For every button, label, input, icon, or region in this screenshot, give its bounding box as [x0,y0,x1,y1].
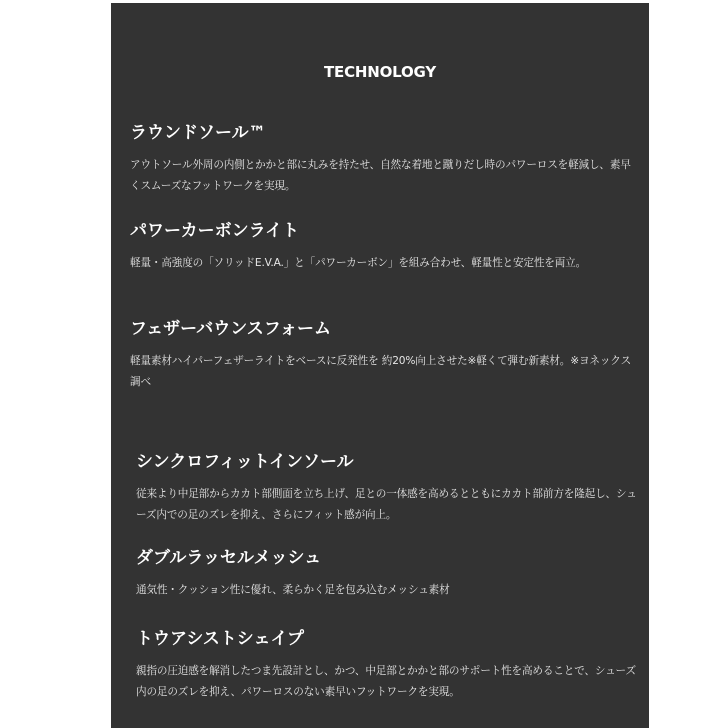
feature-description: 軽量素材ハイパーフェザーライトをベースに反発性を 約20%向上させた※軽くて弾む新素材。※ヨネックス調べ [130,355,632,388]
technology-panel [111,3,649,728]
feature-title: パワーカーボンライト [130,221,300,241]
section-heading: TECHNOLOGY [324,63,436,81]
feature-toe-assist-shape [136,629,641,703]
feature-feather-bounce-foam [130,319,635,393]
feature-title: ラウンドソール™ [130,123,266,143]
feature-title: フェザーバウンスフォーム [130,319,331,339]
feature-description: 軽量・高強度の「ソリッドE.V.A.」と「パワーカーボン」を組み合わせ、軽量性と安定性を両立。 [130,257,587,269]
feature-description: 親指の圧迫感を解消したつま先設計とし、かつ、中足部とかかと部のサポート性を高めることで、シューズ内の足のズレを抑え、パワーロスのない素早いフットワークを実現。 [136,665,636,698]
feature-description: アウトソール外周の内側とかかと部に丸みを持たせ、自然な着地と蹴りだし時のパワーロスを軽減し、素早くスムーズなフットワークを実現。 [130,159,631,192]
feature-title: トウアシストシェイプ [136,629,304,649]
feature-title: シンクロフィットインソール [136,452,354,472]
feature-double-raschel-mesh [136,548,641,601]
feature-description: 従来より中足部からカカト部側面を立ち上げ、足との一体感を高めるとともにカカト部前方を隆起し、シューズ内での足のズレを抑え、さらにフィット感が向上。 [136,488,637,521]
feature-round-sole [130,123,635,197]
feature-title: ダブルラッセルメッシュ [136,548,322,568]
feature-power-carbon-light [130,221,635,274]
feature-description: 通気性・クッション性に優れ、柔らかく足を包み込むメッシュ素材 [136,584,450,596]
feature-synchro-fit-insole [136,452,641,526]
